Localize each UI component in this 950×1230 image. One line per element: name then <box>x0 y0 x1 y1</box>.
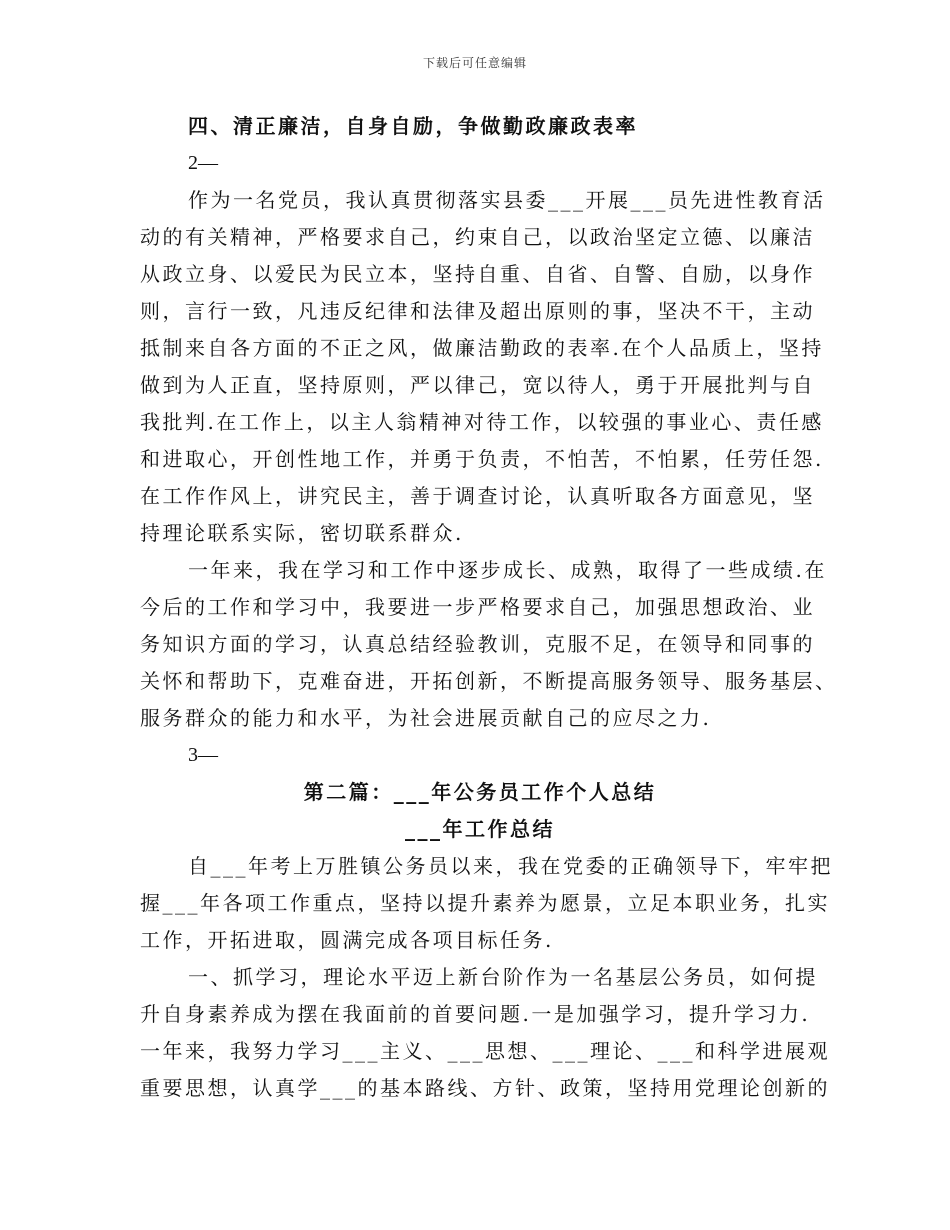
page-number-marker: 2— <box>188 152 218 174</box>
paragraph-line: 抵制来自各方面的不正之风，做廉洁勤政的表率.在个人品质上，坚持 <box>140 336 824 360</box>
paragraph-line: 从政立身、以爱民为民立本，坚持自重、自省、自警、自励，以身作 <box>140 262 815 286</box>
paragraph-line: 握___年各项工作重点，坚持以提升素养为愿景，立足本职业务，扎实 <box>140 891 830 915</box>
paragraph-line: 做到为人正直，坚持原则，严以律己，宽以待人，勇于开展批判与自 <box>140 373 815 397</box>
page-number-marker: 3— <box>188 744 218 766</box>
section-heading: 四、清正廉洁，自身自励，争做勤政廉政表率 <box>188 114 638 138</box>
page-header: 下载后可任意编辑 <box>422 56 527 70</box>
paragraph-line: 升自身素养成为摆在我面前的首要问题.一是加强学习，提升学习力. <box>140 1002 811 1026</box>
paragraph-line: 则，言行一致，凡违反纪律和法律及超出原则的事，坚决不干，主动 <box>140 299 815 323</box>
article-subtitle: ___年工作总结 <box>405 817 555 841</box>
paragraph-line: 服务群众的能力和水平，为社会进展贡献自己的应尽之力. <box>140 706 712 730</box>
paragraph-line: 一、抓学习，理论水平迈上新台阶作为一名基层公务员，如何提 <box>188 965 818 989</box>
article-title: 第二篇：___年公务员工作个人总结 <box>303 780 657 804</box>
paragraph-line: 一年来，我在学习和工作中逐步成长、成熟，取得了一些成绩.在 <box>188 558 827 582</box>
paragraph-line: 在工作作风上，讲究民主，善于调查讨论，认真听取各方面意见，坚 <box>140 484 815 508</box>
paragraph-line: 关怀和帮助下，克难奋进，开拓创新，不断提高服务领导、服务基层、 <box>140 669 838 693</box>
document-body <box>140 108 838 1107</box>
paragraph-line: 持理论联系实际，密切联系群众. <box>140 521 464 545</box>
paragraph-line: 今后的工作和学习中，我要进一步严格要求自己，加强思想政治、业 <box>140 595 815 619</box>
paragraph-line: 务知识方面的学习，认真总结经验教训，克服不足，在领导和同事的 <box>140 632 815 656</box>
paragraph-line: 自___年考上万胜镇公务员以来，我在党委的正确领导下，牢牢把 <box>188 854 833 878</box>
paragraph-line: 我批判.在工作上，以主人翁精神对待工作，以较强的事业心、责任感 <box>140 410 824 434</box>
paragraph-line: 一年来，我努力学习___主义、___思想、___理论、___和科学进展观 <box>140 1039 830 1063</box>
paragraph-line: 动的有关精神，严格要求自己，约束自己，以政治坚定立德、以廉洁 <box>140 225 815 249</box>
paragraph-line: 重要思想，认真学___的基本路线、方针、政策，坚持用党理论创新的 <box>140 1076 830 1100</box>
paragraph-line: 作为一名党员，我认真贯彻落实县委___开展___员先进性教育活 <box>188 188 826 212</box>
paragraph-line: 工作，开拓进取，圆满完成各项目标任务. <box>140 928 554 952</box>
paragraph-line: 和进取心，开创性地工作，并勇于负责，不怕苦，不怕累，任劳任怨. <box>140 447 824 471</box>
